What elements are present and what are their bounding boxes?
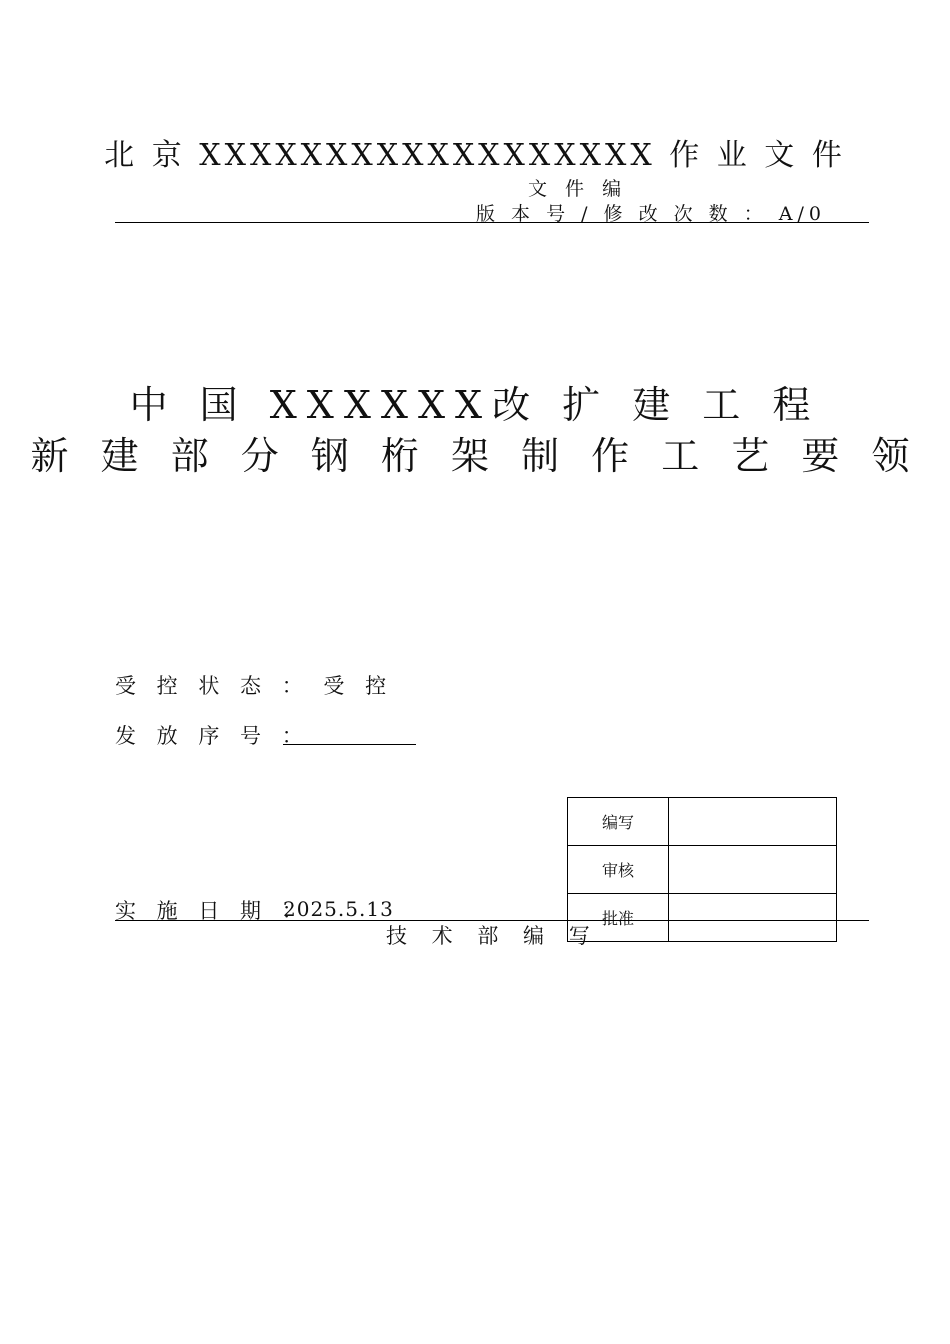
effective-date-value: 2025.5.13 [283,897,394,921]
signoff-label-reviewer: 审核 [568,846,669,894]
signoff-cell-reviewer[interactable] [669,846,837,894]
signoff-cell-author[interactable] [669,798,837,846]
control-status-label: 受 控 状 态 ： [115,674,310,698]
version-value: A/0 [778,203,826,225]
signoff-label-author: 编写 [568,798,669,846]
table-row [568,894,837,942]
table-row [568,846,837,894]
department-credit: 技 术 部 编 写 [386,924,599,948]
document-title-line-2: 新 建 部 分 钢 桁 架 制 作 工 艺 要 领 [30,434,920,478]
document-title-line-1: 中 国 XXXXXX改 扩 建 工 程 [129,383,821,427]
signoff-label-approver: 批准 [568,894,669,942]
control-status-value: 受 控 [323,674,394,698]
issue-serial-blank[interactable] [283,744,416,745]
control-status-field [115,670,393,700]
file-number-label: 文 件 编 [528,178,628,200]
header-divider [115,222,869,223]
issue-serial-field [115,720,310,750]
signoff-cell-approver[interactable] [669,894,837,942]
table-row [568,798,837,846]
version-label: 版 本 号 / 修 改 次 数 ： [476,203,768,225]
company-header: 北 京 XXXXXXXXXXXXXXXXXX 作 业 文 件 [104,138,846,173]
effective-date-label: 实 施 日 期 ： [115,899,310,923]
issue-serial-label: 发 放 序 号 ： [115,724,310,748]
